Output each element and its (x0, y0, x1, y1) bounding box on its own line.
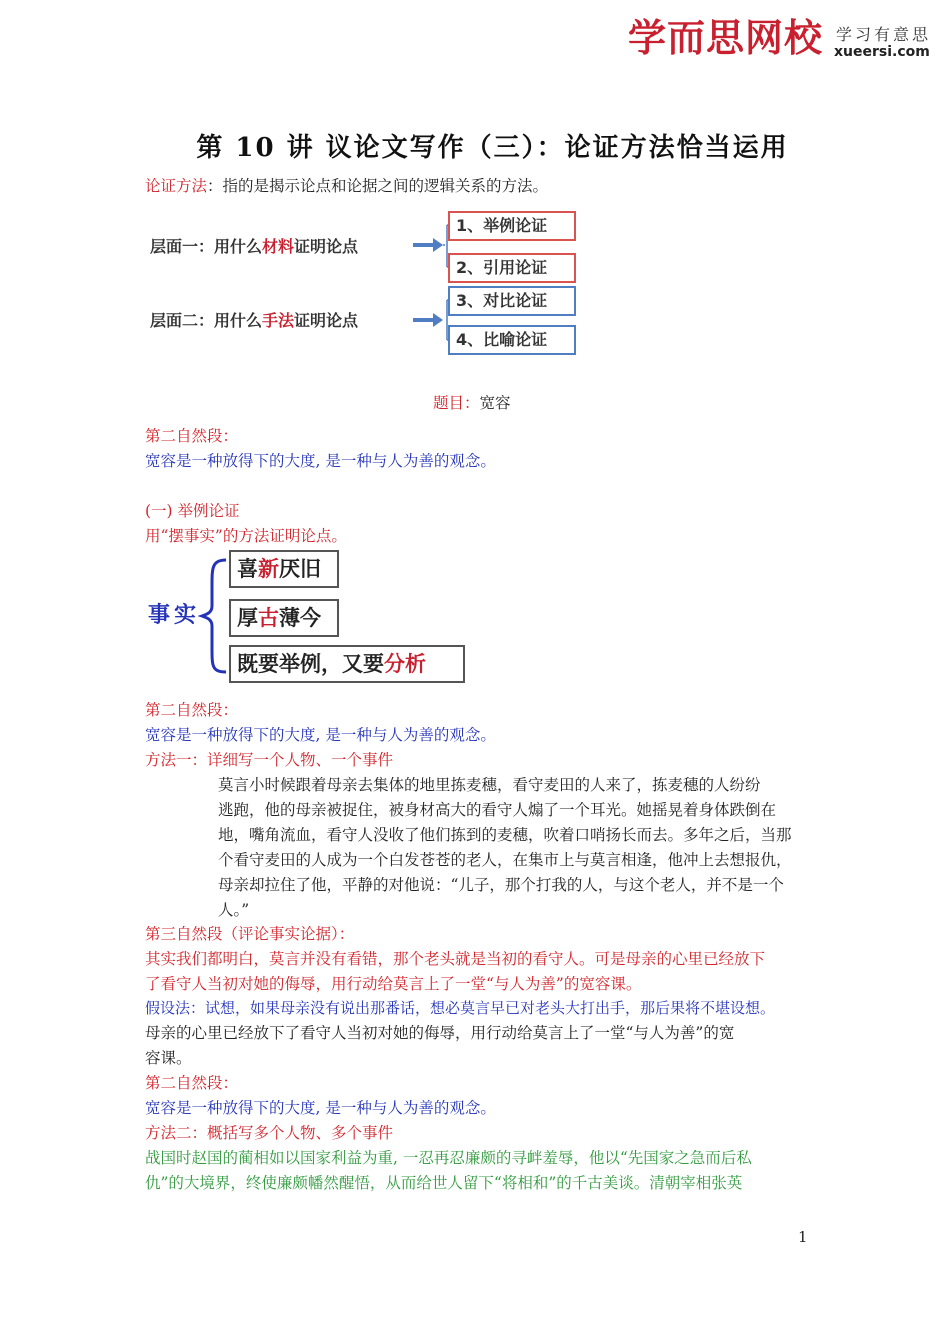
fact-box-1: 喜新厌旧 (229, 550, 339, 588)
fact-box-2: 厚古薄今 (229, 599, 339, 637)
sec5-method: 方法二：概括写多个人物、多个事件 (145, 1124, 394, 1142)
sec5-heading: 第二自然段： (145, 1074, 239, 1092)
level-one-label: 层面一：用什么材料证明论点 (150, 237, 359, 256)
sec2-desc: 用“摆事实”的方法证明论点。 (145, 527, 347, 545)
topic-line: 题目：宽容 (433, 394, 511, 412)
page-number: 1 (798, 1228, 808, 1246)
sec3-thesis: 宽容是一种放得下的大度, 是一种与人为善的观念。 (145, 726, 496, 744)
method-box-3: 3、对比论证 (448, 286, 576, 316)
story2-line: 仇”的大境界，终使廉颇幡然醒悟，从而给世人留下“将相和”的千古美谈。清朝宰相张英 (145, 1174, 743, 1192)
sec1-heading: 第二自然段： (145, 427, 239, 445)
story-line: 人。” (218, 901, 250, 919)
sec3-method: 方法一：详细写一个人物、一个事件 (145, 751, 394, 769)
method-box-4: 4、比喻论证 (448, 325, 576, 355)
sec4-heading: 第三自然段（评论事实论据）： (145, 925, 355, 943)
story2-line: 战国时赵国的蔺相如以国家利益为重, 一忍再忍廉颇的寻衅羞辱，他以“先国家之急而后私 (145, 1149, 752, 1167)
comment-line: 其实我们都明白，莫言并没有看错，那个老头就是当初的看守人。可是母亲的心里已经放下 (145, 950, 766, 968)
fact-box-3: 既要举例，又要分析 (229, 645, 465, 683)
logo-slogan: 学习有意思 (836, 25, 932, 44)
conclusion-line: 容课。 (145, 1049, 192, 1067)
story-line: 母亲却拉住了他，平静的对他说：“儿子，那个打我的人，与这个老人，并不是一个 (218, 876, 784, 894)
logo-url: xueersi.com (834, 44, 930, 60)
comment-line: 了看守人当初对她的侮辱，用行动给莫言上了一堂“与人为善”的宽容课。 (145, 975, 642, 993)
definition-line (145, 174, 548, 199)
facts-label: 事实 (148, 603, 201, 628)
lesson-title: 第 10 讲 议论文写作（三）：论证方法恰当运用 (196, 133, 789, 163)
level-two-label: 层面二：用什么手法证明论点 (150, 311, 359, 330)
sec2-heading: (一) 举例论证 (145, 502, 240, 520)
sec5-thesis: 宽容是一种放得下的大度, 是一种与人为善的观念。 (145, 1099, 496, 1117)
method-box-2: 2、引用论证 (448, 253, 576, 283)
sec1-thesis: 宽容是一种放得下的大度, 是一种与人为善的观念。 (145, 452, 496, 470)
sec3-heading: 第二自然段： (145, 701, 239, 719)
hypothesis-line: 假设法：试想，如果母亲没有说出那番话，想必莫言早已对老头大打出手，那后果将不堪设想。 (145, 999, 776, 1017)
story-line: 莫言小时候跟着母亲去集体的地里拣麦穗，看守麦田的人来了，拣麦穗的人纷纷 (218, 776, 761, 794)
definition-text: ：指的是揭示论点和论据之间的逻辑关系的方法。 (207, 177, 549, 195)
story-line: 逃跑，他的母亲被捉住，被身材高大的看守人煽了一个耳光。她摇晃着身体跌倒在 (218, 801, 777, 819)
story-line: 地，嘴角流血，看守人没收了他们拣到的麦穗，吹着口哨扬长而去。多年之后，当那 (218, 826, 792, 844)
facts-brace (198, 556, 232, 676)
story-line: 个看守麦田的人成为一个白发苍苍的老人，在集市上与莫言相逢，他冲上去想报仇， (218, 851, 792, 869)
definition-label: 论证方法 (145, 177, 208, 195)
method-box-1: 1、举例论证 (448, 211, 576, 241)
school-logo: 学而思网校 (628, 16, 824, 60)
conclusion-line: 母亲的心里已经放下了看守人当初对她的侮辱，用行动给莫言上了一堂“与人为善”的宽 (145, 1024, 735, 1042)
